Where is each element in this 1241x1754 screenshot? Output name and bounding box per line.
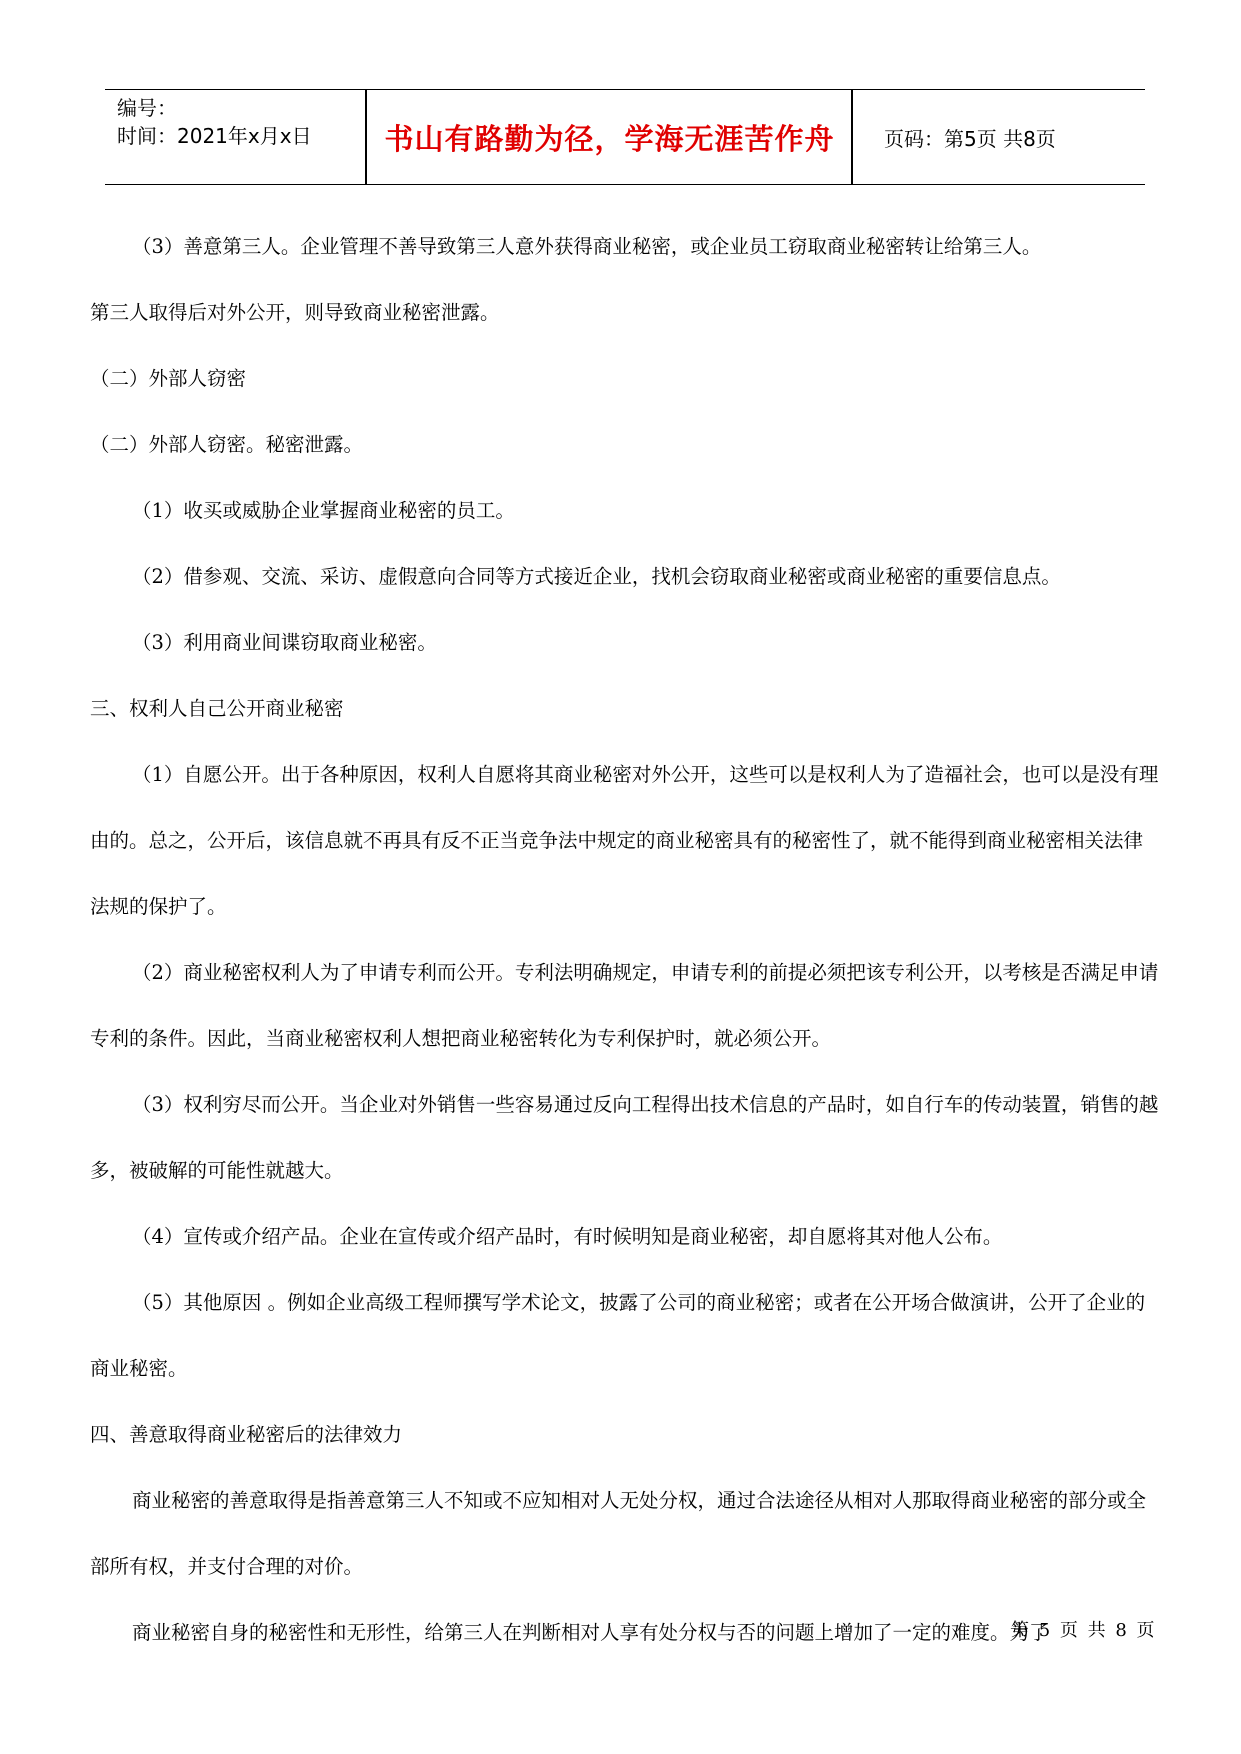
paragraph: （1）收买或威胁企业掌握商业秘密的员工。 xyxy=(132,499,515,522)
time-label: 时间：2021年x月x日 xyxy=(117,124,312,148)
paragraph: （1）自愿公开。出于各种原因，权利人自愿将其商业秘密对外公开，这些可以是权利人为了造福社会，也可以是没有理由的。总之，公开后，该信息就不再具有反不正当竞争法中规定的商业秘密具有的秘密性了，就不能得到商业秘密相关法律法规的保护了。 xyxy=(90,763,1159,918)
number-label: 编号： xyxy=(117,96,177,120)
paragraph: （3）善意第三人。企业管理不善导致第三人意外获得商业秘密，或企业员工窃取商业秘密转让给第三人。 xyxy=(132,235,1042,258)
header-motto: 书山有路勤为径，学海无涯苦作舟 xyxy=(384,121,835,156)
paragraph: （3）利用商业间谍窃取商业秘密。 xyxy=(132,631,437,654)
header-divider xyxy=(851,90,853,184)
paragraph: （二）外部人窃密 xyxy=(90,367,247,390)
paragraph: 商业秘密自身的秘密性和无形性，给第三人在判断相对人享有处分权与否的问题上增加了一定的难度。为了 xyxy=(132,1621,1049,1644)
header-page-code: 页码：第5页 共8页 xyxy=(884,126,1056,151)
paragraph: （2）商业秘密权利人为了申请专利而公开。专利法明确规定，申请专利的前提必须把该专利公开，以考核是否满足申请专利的条件。因此，当商业秘密权利人想把商业秘密转化为专利保护时，就必须公开。 xyxy=(90,961,1159,1050)
paragraph: （2）借参观、交流、采访、虚假意向合同等方式接近企业，找机会窃取商业秘密或商业秘密的重要信息点。 xyxy=(132,565,1061,588)
paragraph: （二）外部人窃密。秘密泄露。 xyxy=(90,433,364,456)
section-heading: 四、善意取得商业秘密后的法律效力 xyxy=(90,1423,403,1446)
paragraph: 第三人取得后对外公开，则导致商业秘密泄露。 xyxy=(90,301,500,324)
paragraph: （5）其他原因 。例如企业高级工程师撰写学术论文，披露了公司的商业秘密；或者在公开场合做演讲，公开了企业的商业秘密。 xyxy=(90,1291,1146,1380)
document-body xyxy=(90,214,1160,1666)
paragraph: （3）权利穷尽而公开。当企业对外销售一些容易通过反向工程得出技术信息的产品时，如自行车的传动装置，销售的越多，被破解的可能性就越大。 xyxy=(90,1093,1159,1182)
header-meta xyxy=(117,94,312,150)
page-footer: 第 5 页 共 8 页 xyxy=(1011,1620,1157,1641)
document-header xyxy=(105,89,1145,185)
paragraph: （4）宣传或介绍产品。企业在宣传或介绍产品时，有时候明知是商业秘密，却自愿将其对他人公布。 xyxy=(132,1225,1003,1248)
section-heading: 三、权利人自己公开商业秘密 xyxy=(90,697,344,720)
paragraph: 商业秘密的善意取得是指善意第三人不知或不应知相对人无处分权，通过合法途径从相对人那取得商业秘密的部分或全部所有权，并支付合理的对价。 xyxy=(90,1489,1147,1578)
